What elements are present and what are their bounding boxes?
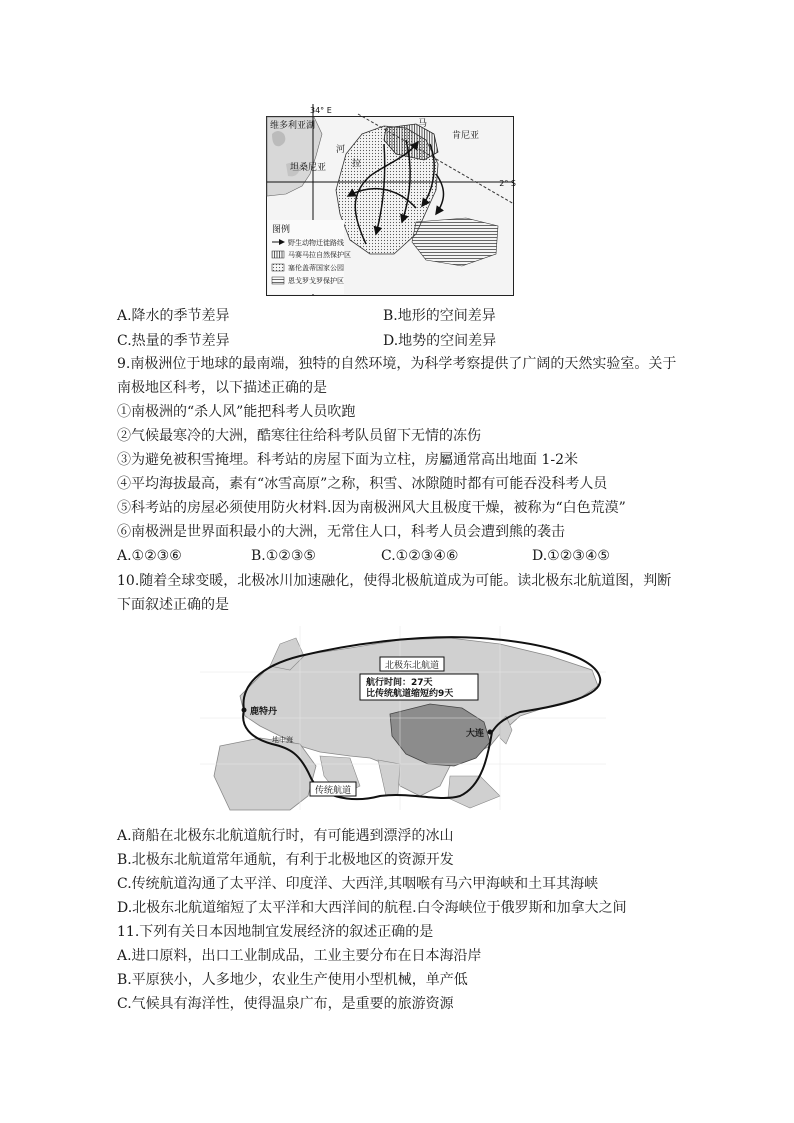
q9-item: ⑥南极洲是世界面积最小的大洲，无常住人口，科考人员会遭到熊的袭击 [117, 524, 565, 540]
q10-option-b: B.北极东北航道常年通航，有利于北极地区的资源开发 [117, 852, 454, 868]
time-saved-label: 比传统航道缩短约9天 [366, 689, 454, 699]
route-title-label: 北极东北航道 [384, 661, 440, 671]
q10-stem-1: 10.随着全球变暖，北极冰川加速融化，使得北极航道成为可能。读北极东北航道图，判断 [117, 573, 672, 589]
migration-map [266, 104, 514, 296]
q9-item: ②气候最寒冷的大洲，酷寒往往给科考队员留下无情的冻伤 [117, 428, 481, 444]
q9-stem-1: 9.南极洲位于地球的最南端，独特的自然环境，为科学考察提供了广阔的天然实验室。关于 [117, 356, 677, 372]
q11-stem: 11.下列有关日本因地制宜发展经济的叙述正确的是 [117, 924, 434, 940]
traditional-route-label: 传统航道 [314, 786, 352, 796]
river-he-label: 河 [336, 145, 346, 155]
legend-item-mara: 马赛马拉自然保护区 [288, 251, 351, 259]
q9-option-c: C.①②③④⑥ [381, 548, 459, 564]
river-la-label: 拉 [352, 159, 362, 169]
q8-option-b: B.地形的空间差异 [383, 308, 496, 324]
ma-label: 马 [418, 119, 428, 129]
kenya-label: 肯尼亚 [452, 131, 480, 141]
q10-option-a: A.商船在北极东北航道航行时，有可能遇到漂浮的冰山 [117, 828, 454, 844]
q9-item: ①南极洲的“杀人风”能把科考人员吹跑 [117, 404, 356, 420]
legend-item-route: 野生动物迁徙路线 [288, 239, 344, 247]
legend-item-serengeti: 塞伦盖蒂国家公园 [288, 264, 344, 272]
map1-legend [268, 220, 351, 294]
dalian-marker [488, 730, 493, 735]
mediterranean-label: 地中海 [272, 736, 293, 744]
lon-label: 34° E [310, 106, 332, 115]
rotterdam-marker [242, 708, 247, 713]
rotterdam-label: 鹿特丹 [250, 707, 278, 717]
q9-item: ④平均海拔最高，素有“冰雪高原”之称，积雪、冰隙随时都有可能吞没科考人员 [117, 476, 608, 492]
lake-label: 维多利亚湖 [270, 121, 316, 131]
q11-option-c: C.气候具有海洋性，使得温泉广布，是重要的旅游资源 [117, 996, 454, 1012]
q8-option-c: C.热量的季节差异 [117, 333, 230, 349]
q10-option-c: C.传统航道沟通了太平洋、印度洋、大西洋,其咽喉有马六甲海峡和土耳其海峡 [117, 876, 599, 892]
q9-item: ③为避免被积雪掩埋。科考站的房屋下面为立柱，房屬通常高出地面 1-2米 [117, 452, 578, 468]
africa-shape [214, 738, 316, 810]
shipping-route-map [200, 626, 606, 810]
q9-option-b: B.①②③⑤ [251, 548, 316, 564]
legend-item-ngorongoro: 恩戈罗戈罗保护区 [288, 277, 344, 285]
q10-option-d: D.北极东北航道缩短了太平洋和大西洋间的航程.白令海峡位于俄罗斯和加拿大之间 [117, 900, 627, 916]
dalian-label: 大连 [466, 729, 485, 739]
q8-option-d: D.地势的空间差异 [383, 333, 497, 349]
sailing-time-label: 航行时间：27天 [366, 678, 433, 688]
q10-stem-2: 下面叙述正确的是 [117, 597, 229, 613]
lat-label: 2° S [499, 179, 516, 188]
q9-stem-2: 南极地区科考，以下描述正确的是 [117, 380, 327, 396]
q11-option-b: B.平原狭小，人多地少，农业生产使用小型机械，单产低 [117, 972, 468, 988]
q9-option-d: D.①②③④⑤ [532, 548, 610, 564]
q8-option-a: A.降水的季节差异 [117, 308, 230, 324]
q11-option-a: A.进口原料，出口工业制成品，工业主要分布在日本海沿岸 [117, 948, 482, 964]
legend-title: 图例 [272, 225, 291, 235]
q9-item: ⑤科考站的房屋必须使用防火材料.因为南极洲风大且极度干燥，被称为“白色荒漠” [117, 500, 626, 516]
tanzania-label: 坦桑尼亚 [290, 163, 327, 173]
q9-option-a: A.①②③⑥ [117, 548, 182, 564]
